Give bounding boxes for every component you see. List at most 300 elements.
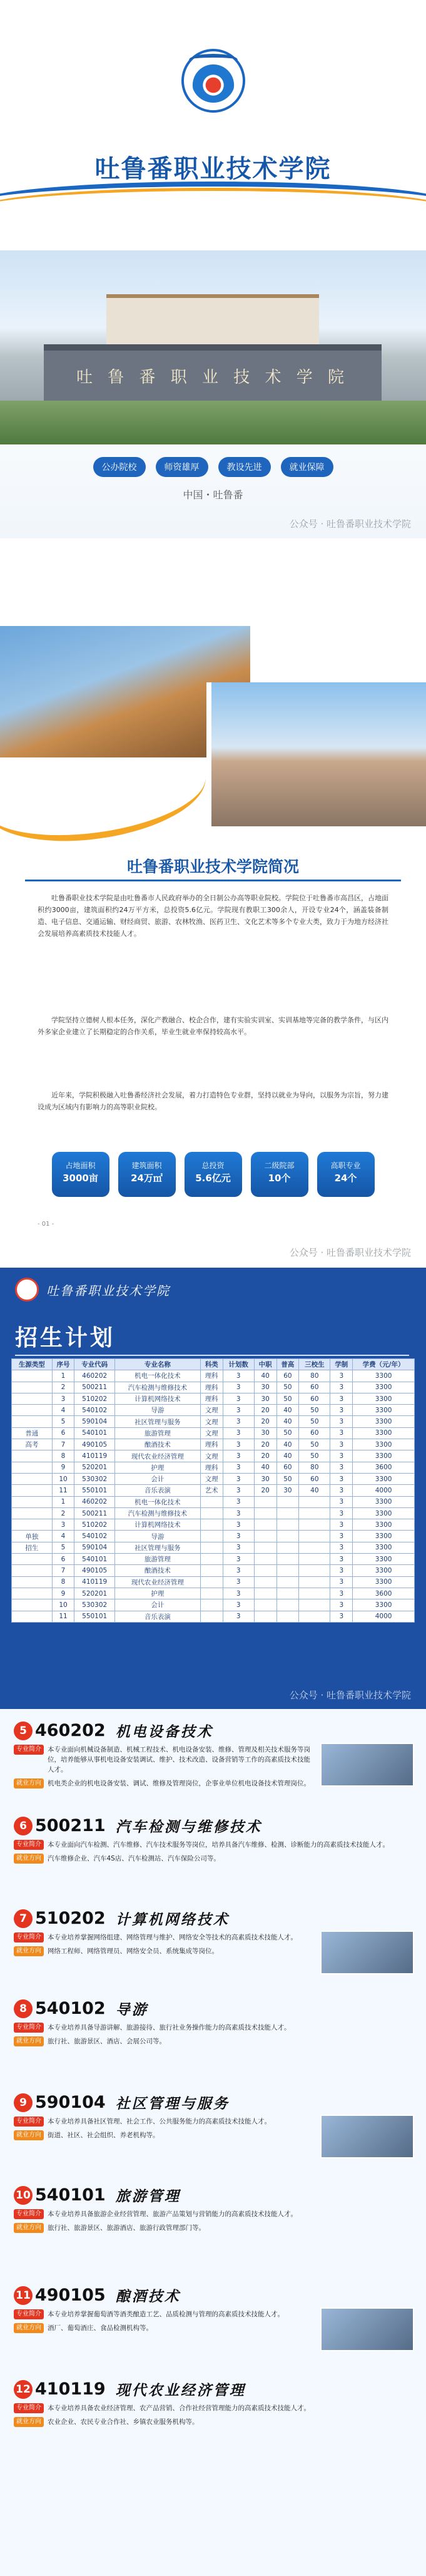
table-cell	[12, 1599, 53, 1611]
info-label: 专业简介	[14, 2209, 44, 2219]
campus-gate	[44, 344, 382, 401]
table-cell: 10	[52, 1599, 74, 1611]
table-cell	[12, 1370, 53, 1382]
major-heading	[14, 2092, 414, 2113]
major-number: 6	[14, 1817, 33, 1835]
table-cell: 3	[330, 1554, 353, 1565]
major-name: 机电设备技术	[115, 1724, 213, 1740]
table-cell: 10	[52, 1473, 74, 1484]
info-text: 酒厂、葡萄酒庄、食品检测机构等。	[48, 2324, 153, 2332]
table-cell: 3	[223, 1565, 254, 1576]
major-photo	[320, 2115, 414, 2158]
table-cell: 护理	[115, 1462, 201, 1473]
table-cell: 50	[276, 1393, 299, 1404]
table-cell: 1	[52, 1496, 74, 1507]
table-cell: 60	[299, 1393, 330, 1404]
table-cell: 7	[52, 1565, 74, 1576]
table-cell: 3300	[353, 1599, 415, 1611]
major-name: 导游	[115, 2002, 148, 2018]
table-cell	[299, 1554, 330, 1565]
major-heading	[14, 2285, 414, 2306]
major-number: 10	[14, 2186, 33, 2205]
table-cell: 60	[299, 1427, 330, 1439]
watermark: 公众号 · 吐鲁番职业技术学院	[289, 518, 411, 530]
table-cell: 计算机网络技术	[115, 1519, 201, 1531]
stats-row	[0, 1152, 426, 1197]
majors-list	[0, 1709, 426, 2576]
plan-title: 招生计划	[15, 1320, 409, 1356]
recruit-header-name: 吐鲁番职业技术学院	[46, 1283, 170, 1298]
table-cell	[12, 1450, 53, 1462]
major-info-row	[14, 1840, 414, 1850]
table-cell	[12, 1473, 53, 1484]
table-row	[12, 1450, 415, 1462]
info-label: 就业方向	[14, 1854, 44, 1864]
table-cell: 460202	[74, 1370, 115, 1382]
info-text: 本专业培养具备旅游企业经营管理、旅游产品策划与营销能力的高素质技术技能人才。	[48, 2210, 297, 2218]
stat-label: 总投资	[201, 1161, 225, 1170]
table-cell: 4000	[353, 1485, 415, 1496]
building-photo	[206, 682, 426, 826]
table-cell: 20	[254, 1450, 276, 1462]
major-name: 社区管理与服务	[115, 2096, 230, 2112]
table-cell	[200, 1542, 223, 1553]
gate-text: 吐 鲁 番 职 业 技 术 学 院	[76, 368, 350, 387]
table-cell: 2	[52, 1382, 74, 1393]
table-cell: 酿酒技术	[115, 1565, 201, 1576]
table-cell	[200, 1531, 223, 1542]
table-cell: 3	[330, 1473, 353, 1484]
table-cell	[299, 1611, 330, 1622]
table-cell: 30	[276, 1485, 299, 1496]
table-cell: 3	[330, 1531, 353, 1542]
table-cell	[254, 1542, 276, 1553]
info-label: 专业简介	[14, 2309, 44, 2319]
table-cell: 3	[330, 1496, 353, 1507]
table-cell: 普通	[12, 1427, 53, 1439]
column-header: 专业名称	[115, 1359, 201, 1370]
stat-value: 5.6亿元	[195, 1173, 231, 1184]
table-cell: 3	[223, 1427, 254, 1439]
table-cell: 导游	[115, 1531, 201, 1542]
info-text: 旅行社、旅游景区、旅游酒店、旅游行政管理部门等。	[48, 2224, 205, 2232]
table-cell: 3	[223, 1519, 254, 1531]
table-cell: 530302	[74, 1473, 115, 1484]
table-cell: 音乐表演	[115, 1611, 201, 1622]
region-label: 中国・吐鲁番	[183, 489, 243, 501]
major-code: 510202	[35, 1909, 106, 1928]
table-row	[12, 1496, 415, 1507]
major-code: 460202	[35, 1721, 106, 1740]
table-cell: 3	[52, 1393, 74, 1404]
table-cell: 3300	[353, 1416, 415, 1427]
table-row	[12, 1542, 415, 1553]
table-cell	[276, 1611, 299, 1622]
table-cell: 汽车检测与维修技术	[115, 1382, 201, 1393]
table-cell: 3	[223, 1496, 254, 1507]
table-cell: 5	[52, 1416, 74, 1427]
table-cell	[299, 1531, 330, 1542]
info-label: 专业简介	[14, 1840, 44, 1850]
table-cell: 50	[299, 1439, 330, 1450]
info-text: 本专业培养掌握网络组建、网络管理与维护、网络安全等技术的高素质技术技能人才。	[48, 1934, 297, 1941]
table-row	[12, 1382, 415, 1393]
table-cell: 3	[223, 1599, 254, 1611]
table-cell	[12, 1611, 53, 1622]
intro-paragraph: 吐鲁番职业技术学院是由吐鲁番市人民政府举办的全日制公办高等职业院校。学院位于吐鲁番市高昌区，占地面积约3000亩，建筑面积约24万平方米，总投资5.6亿元。学院现有教职工300余人，开设专业24个，涵盖装备制造、电子信息、交通运输、财经商贸、旅游、农林牧渔、医药卫生、文化艺术等多个专业大类，致力于为地方经济社会发展培养高素质技术技能人才。	[38, 894, 388, 938]
table-cell: 3	[330, 1370, 353, 1382]
major-heading	[14, 1815, 414, 1836]
table-cell: 3	[223, 1611, 254, 1622]
table-cell	[299, 1588, 330, 1599]
table-cell: 3	[223, 1405, 254, 1416]
info-text: 本专业培养具备农业经济管理、农产品营销、合作社经营管理能力的高素质技术技能人才。	[48, 2404, 310, 2412]
table-cell: 510202	[74, 1519, 115, 1531]
major-number: 7	[14, 1909, 33, 1928]
table-cell: 60	[299, 1382, 330, 1393]
table-cell	[254, 1611, 276, 1622]
info-label: 就业方向	[14, 2323, 44, 2333]
table-cell: 3300	[353, 1427, 415, 1439]
major-heading	[14, 2185, 414, 2205]
table-cell: 30	[254, 1382, 276, 1393]
major-item	[14, 1720, 414, 1788]
table-row	[12, 1519, 415, 1531]
table-cell: 3300	[353, 1565, 415, 1576]
major-number: 5	[14, 1722, 33, 1740]
table-cell	[12, 1485, 53, 1496]
stat-value: 24个	[334, 1173, 357, 1184]
table-cell: 3	[223, 1473, 254, 1484]
table-row	[12, 1370, 415, 1382]
table-cell: 护理	[115, 1588, 201, 1599]
table-cell: 540101	[74, 1554, 115, 1565]
major-info-row	[14, 2209, 414, 2219]
column-header: 中职	[254, 1359, 276, 1370]
major-heading	[14, 1998, 414, 2019]
major-heading	[14, 2379, 414, 2399]
table-cell: 3	[330, 1507, 353, 1519]
table-cell: 50	[299, 1405, 330, 1416]
table-cell: 6	[52, 1427, 74, 1439]
table-cell: 3	[223, 1450, 254, 1462]
plan-table	[11, 1358, 415, 1623]
table-cell	[12, 1565, 53, 1576]
table-cell: 3300	[353, 1496, 415, 1507]
table-cell: 4	[52, 1531, 74, 1542]
table-cell: 20	[254, 1405, 276, 1416]
table-cell: 80	[299, 1370, 330, 1382]
major-name: 旅游管理	[115, 2189, 181, 2205]
major-name: 汽车检测与维修技术	[115, 1819, 262, 1835]
table-cell	[12, 1416, 53, 1427]
table-cell	[276, 1554, 299, 1565]
info-text: 网络工程师、网络管理员、网络安全员、系统集成等岗位。	[48, 1947, 218, 1955]
table-cell: 3300	[353, 1370, 415, 1382]
major-name: 现代农业经济管理	[115, 2383, 246, 2399]
table-cell: 招生	[12, 1542, 53, 1553]
table-cell: 3	[330, 1588, 353, 1599]
page-number: - 01 -	[38, 1221, 54, 1228]
table-row	[12, 1416, 415, 1427]
table-cell	[12, 1576, 53, 1588]
table-row	[12, 1599, 415, 1611]
table-cell: 60	[276, 1462, 299, 1473]
table-cell	[299, 1576, 330, 1588]
table-cell: 3	[330, 1599, 353, 1611]
stat-card	[52, 1152, 109, 1197]
stat-label: 高职专业	[330, 1161, 361, 1170]
campus-lawn	[0, 401, 426, 444]
table-cell: 40	[276, 1439, 299, 1450]
info-text: 本专业培养掌握葡萄酒等酒类酿造工艺、品质检测与管理的高素质技术技能人才。	[48, 2311, 284, 2318]
info-text: 本专业面向机械设备制造、机械工程技术、机电设备安装、维修、管理及相关技术服务等岗位，培养能够从事机电设备安装调试、维护、技术改造、设备营销等工作的高素质技术技能人才。	[48, 1746, 310, 1773]
table-cell: 7	[52, 1439, 74, 1450]
table-cell: 理科	[200, 1462, 223, 1473]
school-name: 吐鲁番职业技术学院	[94, 154, 332, 183]
major-number: 11	[14, 2286, 33, 2305]
table-cell	[12, 1462, 53, 1473]
table-cell: 3300	[353, 1393, 415, 1404]
info-label: 就业方向	[14, 1778, 44, 1788]
table-cell	[276, 1531, 299, 1542]
table-cell: 3300	[353, 1576, 415, 1588]
table-cell: 40	[299, 1485, 330, 1496]
table-cell: 8	[52, 1576, 74, 1588]
table-cell	[12, 1588, 53, 1599]
table-cell: 3	[330, 1382, 353, 1393]
table-cell: 计算机网络技术	[115, 1393, 201, 1404]
table-cell: 40	[254, 1370, 276, 1382]
table-cell: 3	[330, 1611, 353, 1622]
column-header: 三校生	[299, 1359, 330, 1370]
table-row	[12, 1588, 415, 1599]
table-cell: 机电一体化技术	[115, 1370, 201, 1382]
table-cell	[12, 1507, 53, 1519]
table-cell: 汽车检测与维修技术	[115, 1507, 201, 1519]
table-cell	[200, 1507, 223, 1519]
feature-tag: 公办院校	[93, 457, 146, 477]
table-cell: 3	[223, 1439, 254, 1450]
major-code: 540102	[35, 1999, 106, 2018]
table-cell: 3300	[353, 1405, 415, 1416]
table-cell: 80	[299, 1462, 330, 1473]
table-cell: 社区管理与服务	[115, 1542, 201, 1553]
stat-label: 占地面积	[65, 1161, 96, 1170]
table-row	[12, 1439, 415, 1450]
table-row	[12, 1393, 415, 1404]
watermark: 公众号 · 吐鲁番职业技术学院	[289, 1690, 411, 1701]
table-cell: 机电一体化技术	[115, 1496, 201, 1507]
table-cell: 3300	[353, 1542, 415, 1553]
info-label: 就业方向	[14, 2417, 44, 2427]
table-row	[12, 1554, 415, 1565]
table-cell: 20	[254, 1485, 276, 1496]
table-cell: 5	[52, 1542, 74, 1553]
table-cell	[12, 1405, 53, 1416]
recruit-header	[0, 1268, 426, 1311]
table-cell: 490105	[74, 1565, 115, 1576]
major-item	[14, 1908, 414, 1956]
intro-section	[0, 538, 426, 1268]
table-cell	[200, 1496, 223, 1507]
table-row	[12, 1611, 415, 1622]
major-code: 500211	[35, 1816, 106, 1835]
table-cell: 3	[223, 1507, 254, 1519]
table-cell: 3300	[353, 1531, 415, 1542]
table-cell: 艺术	[200, 1485, 223, 1496]
table-row	[12, 1565, 415, 1576]
table-cell: 460202	[74, 1496, 115, 1507]
table-cell: 社区管理与服务	[115, 1416, 201, 1427]
table-cell: 8	[52, 1450, 74, 1462]
table-cell: 3	[223, 1462, 254, 1473]
major-heading	[14, 1720, 414, 1741]
table-cell: 510202	[74, 1393, 115, 1404]
column-header: 计划数	[223, 1359, 254, 1370]
table-cell	[254, 1519, 276, 1531]
table-cell	[12, 1554, 53, 1565]
recruit-section	[0, 1268, 426, 2576]
table-cell: 3	[52, 1519, 74, 1531]
intro-paragraph: 学院坚持立德树人根本任务，深化产教融合、校企合作，建有实验实训室、实训基地等完备的教学条件，与区内外多家企业建立了长期稳定的合作关系，毕业生就业率保持较高水平。	[38, 1016, 388, 1036]
table-cell: 520201	[74, 1462, 115, 1473]
stat-card	[185, 1152, 242, 1197]
table-row	[12, 1576, 415, 1588]
table-cell: 30	[254, 1427, 276, 1439]
major-number: 12	[14, 2380, 33, 2399]
table-cell: 3	[330, 1542, 353, 1553]
table-cell	[200, 1576, 223, 1588]
table-cell: 20	[254, 1416, 276, 1427]
table-cell	[12, 1519, 53, 1531]
table-row	[12, 1462, 415, 1473]
column-header: 序号	[52, 1359, 74, 1370]
table-cell: 3	[223, 1588, 254, 1599]
table-cell: 550101	[74, 1611, 115, 1622]
major-heading	[14, 1908, 414, 1929]
table-cell: 3300	[353, 1507, 415, 1519]
table-cell: 文理	[200, 1405, 223, 1416]
table-cell	[12, 1393, 53, 1404]
major-item	[14, 2092, 414, 2140]
table-cell	[254, 1588, 276, 1599]
table-cell: 会计	[115, 1473, 201, 1484]
table-cell: 2	[52, 1507, 74, 1519]
table-cell: 理科	[200, 1370, 223, 1382]
column-header: 学制	[330, 1359, 353, 1370]
info-text: 本专业培养具备社区管理、社会工作、公共服务能力的高素质技术技能人才。	[48, 2118, 271, 2125]
table-cell	[299, 1519, 330, 1531]
table-cell: 3	[330, 1393, 353, 1404]
major-number: 8	[14, 1999, 33, 2018]
table-row	[12, 1507, 415, 1519]
table-cell: 490105	[74, 1439, 115, 1450]
info-label: 就业方向	[14, 1946, 44, 1956]
table-cell: 3	[223, 1485, 254, 1496]
major-photo	[320, 1931, 414, 1974]
table-cell: 50	[299, 1416, 330, 1427]
stat-label: 建筑面积	[131, 1161, 162, 1170]
table-cell	[254, 1554, 276, 1565]
table-cell	[254, 1507, 276, 1519]
table-cell	[200, 1554, 223, 1565]
table-cell: 3	[330, 1405, 353, 1416]
table-cell: 文理	[200, 1450, 223, 1462]
major-code: 410119	[35, 2379, 106, 2399]
table-row	[12, 1427, 415, 1439]
table-cell: 3	[330, 1576, 353, 1588]
table-cell: 理科	[200, 1439, 223, 1450]
table-cell: 4	[52, 1405, 74, 1416]
major-info-row	[14, 2417, 414, 2427]
table-row	[12, 1531, 415, 1542]
table-cell: 3300	[353, 1519, 415, 1531]
info-label: 专业简介	[14, 1745, 44, 1755]
school-logo-small	[15, 1278, 39, 1301]
cover-section	[0, 0, 426, 538]
table-cell: 3	[223, 1370, 254, 1382]
table-cell: 导游	[115, 1405, 201, 1416]
major-code: 540101	[35, 2185, 106, 2205]
table-cell: 1	[52, 1370, 74, 1382]
major-item	[14, 1815, 414, 1864]
table-cell: 550101	[74, 1485, 115, 1496]
column-header: 学费（元/年）	[353, 1359, 415, 1370]
major-number: 9	[14, 2093, 33, 2112]
table-cell: 60	[276, 1370, 299, 1382]
table-cell: 理科	[200, 1382, 223, 1393]
table-cell: 11	[52, 1611, 74, 1622]
school-logo	[181, 49, 245, 113]
decor-wave-orange	[0, 188, 426, 232]
table-cell	[200, 1599, 223, 1611]
column-header: 科类	[200, 1359, 223, 1370]
major-info-row	[14, 2223, 414, 2233]
table-cell: 3	[223, 1416, 254, 1427]
major-info-row	[14, 2403, 414, 2413]
column-header: 生源类型	[12, 1359, 53, 1370]
table-cell: 高考	[12, 1439, 53, 1450]
table-cell: 500211	[74, 1507, 115, 1519]
table-cell	[299, 1542, 330, 1553]
major-item	[14, 2379, 414, 2427]
table-cell: 40	[276, 1450, 299, 1462]
table-cell: 11	[52, 1485, 74, 1496]
info-text: 农业企业、农民专业合作社、乡镇农业服务机构等。	[48, 2418, 199, 2426]
table-header-row	[12, 1359, 415, 1370]
table-cell	[276, 1576, 299, 1588]
info-label: 专业简介	[14, 2117, 44, 2127]
table-cell: 3	[330, 1565, 353, 1576]
major-code: 490105	[35, 2286, 106, 2305]
table-cell: 旅游管理	[115, 1427, 201, 1439]
table-cell: 9	[52, 1462, 74, 1473]
feature-tags	[0, 457, 426, 477]
table-cell	[276, 1599, 299, 1611]
table-cell: 3300	[353, 1554, 415, 1565]
table-cell	[200, 1519, 223, 1531]
info-text: 本专业培养具备导游讲解、旅游接待、旅行社业务操作能力的高素质技术技能人才。	[48, 2024, 291, 2031]
table-cell: 60	[299, 1473, 330, 1484]
table-cell: 410119	[74, 1450, 115, 1462]
feature-tag: 就业保障	[281, 457, 333, 477]
table-cell	[299, 1599, 330, 1611]
table-cell: 3	[223, 1542, 254, 1553]
table-cell: 40	[276, 1416, 299, 1427]
major-info-row	[14, 2023, 414, 2033]
stat-value: 3000亩	[63, 1173, 98, 1184]
